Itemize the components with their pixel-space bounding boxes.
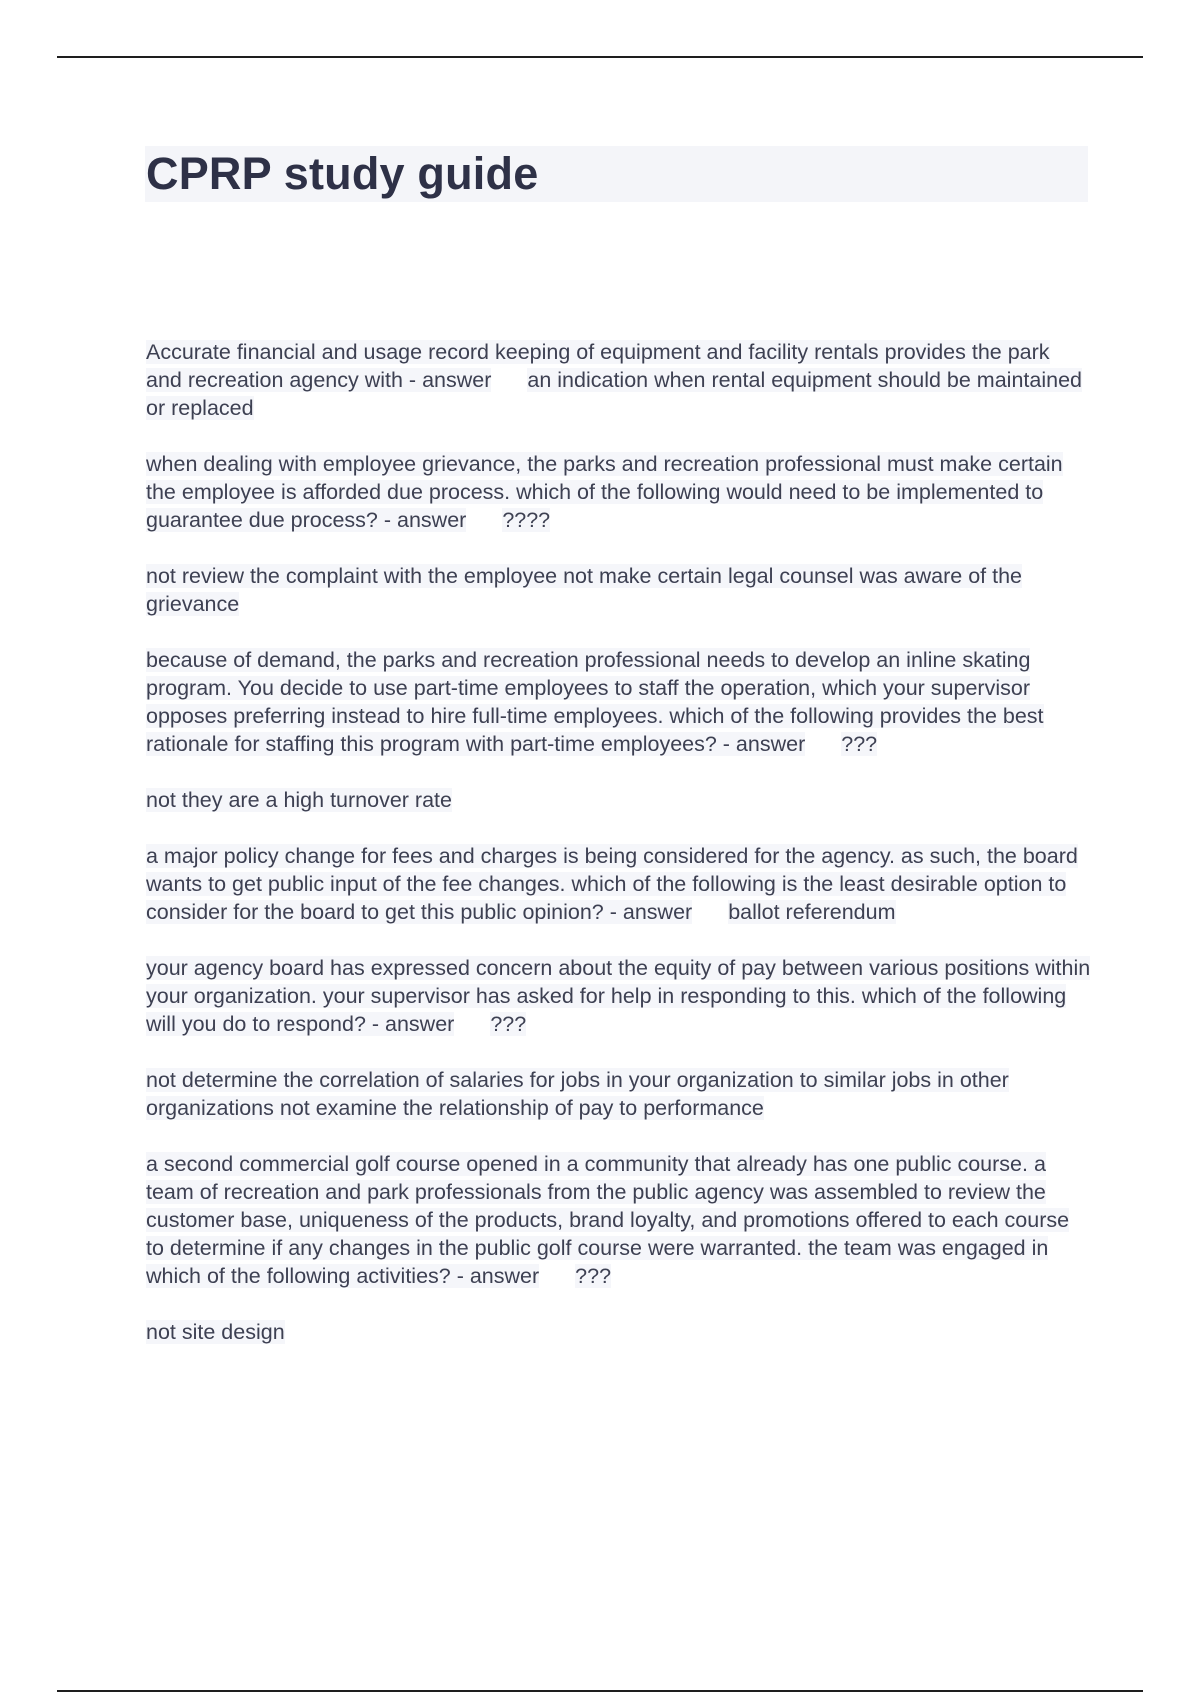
question-text: not review the complaint with the employee not make certain legal counsel was aware of the grievance [146, 564, 1022, 616]
answer-text: ??? [575, 1264, 612, 1288]
bottom-rule [57, 1690, 1143, 1692]
question-text: when dealing with employee grievance, the parks and recreation professional must make certain the employee is afforded due process. which of the following would need to be implemented to guarantee due process? - answer [146, 452, 1063, 532]
top-rule [57, 56, 1143, 58]
qa-paragraph [146, 1066, 1091, 1122]
question-text: not they are a high turnover rate [146, 788, 452, 812]
qa-paragraph [146, 1150, 1091, 1290]
question-text: not determine the correlation of salaries for jobs in your organization to similar jobs in other organizations not examine the relationship of pay to performance [146, 1068, 1009, 1120]
question-text: a major policy change for fees and charges is being considered for the agency. as such, the board wants to get public input of the fee changes. which of the following is the least desirable option to consider for the board to get this public opinion? - answer [146, 844, 1078, 924]
answer-text: ???? [502, 508, 551, 532]
answer-text: ??? [841, 732, 878, 756]
qa-paragraph [146, 786, 1091, 814]
answer-text: an indication when rental equipment should be maintained or replaced [146, 368, 1082, 420]
question-text: a second commercial golf course opened in a community that already has one public course. a team of recreation and park professionals from the public agency was assembled to review the customer base, uniqueness of the products, brand loyalty, and promotions offered to each course to determine if any changes in the public golf course were warranted. the team was engaged in which of the following activities? - answer [146, 1152, 1070, 1288]
answer-text: ??? [490, 1012, 527, 1036]
qa-paragraph [146, 842, 1091, 926]
question-text: because of demand, the parks and recreation professional needs to develop an inline skating program. You decide to use part-time employees to staff the operation, which your supervisor opposes preferring instead to hire full-time employees. which of the following provides the best rationale for staffing this program with part-time employees? - answer [146, 648, 1044, 756]
qa-paragraph [146, 338, 1091, 422]
question-text: your agency board has expressed concern about the equity of pay between various positions within your organization. your supervisor has asked for help in responding to this. which of the following will you do to respond? - answer [146, 956, 1091, 1036]
qa-paragraph [146, 954, 1091, 1038]
document-title: CPRP study guide [146, 148, 539, 199]
qa-paragraph [146, 450, 1091, 534]
qa-paragraph [146, 1318, 1091, 1346]
question-text: Accurate financial and usage record keeping of equipment and facility rentals provides the park and recreation agency with - answer [146, 340, 1050, 392]
document-body [146, 338, 1091, 1374]
answer-text: ballot referendum [728, 900, 896, 924]
qa-paragraph [146, 562, 1091, 618]
question-text: not site design [146, 1320, 285, 1344]
qa-paragraph [146, 646, 1091, 758]
